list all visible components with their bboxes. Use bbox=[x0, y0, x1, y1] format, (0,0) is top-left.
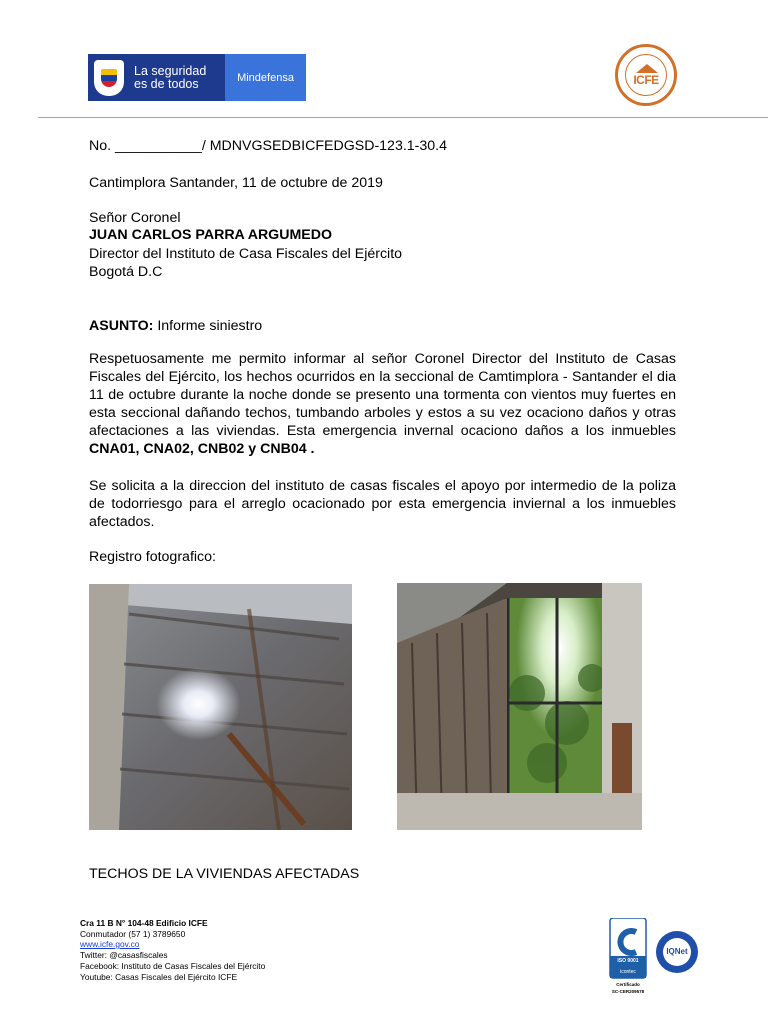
footer-twitter: Twitter: @casasfiscales bbox=[80, 950, 168, 960]
cert-iso-label: ISO 9001 bbox=[617, 958, 639, 964]
icontec-certificate bbox=[608, 918, 648, 1000]
photo-heading: Registro fotografico: bbox=[89, 549, 216, 565]
footer-address: Cra 11 B N° 104-48 Edificio ICFE bbox=[80, 918, 208, 928]
coat-of-arms-icon bbox=[94, 60, 124, 96]
footer-youtube: Youtube: Casas Fiscales del Ejército ICFE bbox=[80, 972, 238, 982]
icfe-logo-text: ICFE bbox=[630, 73, 662, 87]
photo-caption: TECHOS DE LA VIVIENDAS AFECTADAS bbox=[89, 866, 360, 882]
recipient-title: Director del Instituto de Casa Fiscales del Ejército bbox=[89, 246, 403, 262]
iqnet-label: IQNet bbox=[666, 947, 688, 956]
footer-phone: Conmutador (57 1) 3789650 bbox=[80, 929, 186, 939]
cert-label: Certificado bbox=[616, 982, 640, 987]
header-divider bbox=[38, 117, 768, 118]
gov-logo-line1: La seguridad bbox=[134, 63, 207, 78]
iqnet-seal bbox=[655, 930, 699, 974]
affected-properties: CNA01, CNA02, CNB02 y CNB04 . bbox=[89, 441, 315, 457]
roof-photo-2 bbox=[397, 583, 642, 830]
roof-photo-1 bbox=[89, 584, 352, 830]
icfe-logo bbox=[615, 44, 677, 106]
paragraph-report-text: Respetuosamente me permito informar al señor Coronel Director del Instituto de Casas Fiscales del Ejército, los hechos ocurridos en la seccional de Camtimplora - Santander el dia 11 de octubre durante la noche donde se presento una tormenta con vientos muy fuertes en esta seccional dañando techos, tumbando arboles y estos a su vez ocaciono daños y otras afectaciones a las viviendas. Esta emergencia invernal ocaciono daños a los inmuebles bbox=[89, 351, 676, 439]
house-roof-icon bbox=[636, 64, 658, 73]
subject-text: Informe siniestro bbox=[153, 318, 263, 334]
paragraph-report bbox=[89, 350, 676, 458]
place-date: Cantimplora Santander, 11 de octubre de 2019 bbox=[89, 175, 383, 191]
cert-icontec-label: icontec bbox=[620, 969, 636, 975]
footer-website-link[interactable]: www.icfe.gov.co bbox=[80, 939, 140, 949]
gov-logo-main bbox=[88, 54, 225, 101]
icfe-logo-ring bbox=[625, 54, 667, 96]
reference-number: No. ___________/ MDNVGSEDBICFEDGSD-123.1-30.4 bbox=[89, 138, 448, 154]
cert-code: SC-CER209578 bbox=[611, 989, 645, 994]
recipient-name: JUAN CARLOS PARRA ARGUMEDO bbox=[89, 227, 333, 243]
gov-logo-slogan bbox=[134, 65, 206, 91]
government-logo bbox=[88, 54, 306, 101]
recipient-city: Bogotá D.C bbox=[89, 264, 163, 280]
salutation: Señor Coronel bbox=[89, 210, 181, 226]
paragraph-request: Se solicita a la direccion del instituto de casas fiscales el apoyo por intermedio de la poliza de todorriesgo para el arreglo ocacionado por esta emergencia inviernal a los inmuebles afectados. bbox=[89, 478, 676, 530]
footer-facebook: Facebook: Instituto de Casas Fiscales del Ejército bbox=[80, 961, 266, 971]
subject-label: ASUNTO: bbox=[89, 318, 154, 334]
ministry-label: Mindefensa bbox=[225, 54, 306, 101]
gov-logo-line2: es de todos bbox=[134, 76, 199, 91]
subject bbox=[89, 317, 262, 335]
